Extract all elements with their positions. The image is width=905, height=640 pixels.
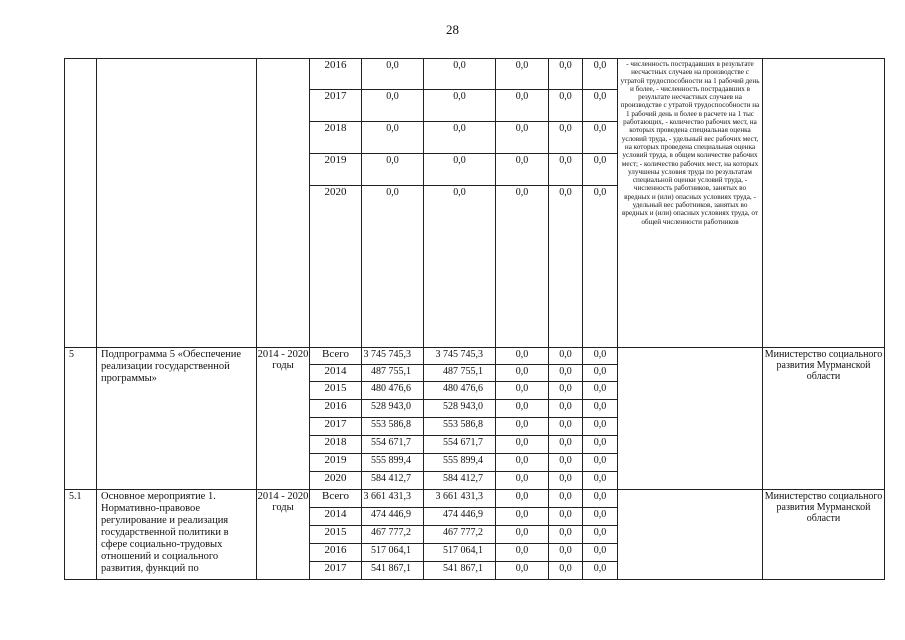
other-cell: 0,0 [583, 186, 618, 348]
federal-cell: 0,0 [496, 562, 549, 580]
other-cell: 0,0 [583, 472, 618, 490]
local-cell: 0,0 [549, 418, 583, 436]
local-cell: 0,0 [549, 436, 583, 454]
period-cell: 2014 - 2020 годы [257, 490, 310, 580]
regional-cell: 0,0 [424, 90, 496, 122]
indicators-cell: - численность пострадавших в результате несчастных случаев на производстве с утратой трудоспособности на 1 рабочий день и более, - численность пострадавших в результате несчастных случаев на производстве с утратой трудоспособности на 1 рабочий день и более в расчете на 1 тыс работающих, - количество рабочих мест, на которых проведена специальная оценка условий труда, - удельный вес рабочих мест, на которых проведена специальная оценка условий труда, в общем количестве рабочих мест; - количество рабочих мест, на которых улучшены условия труда по результатам специальной оценки условий труда, - численность работников, занятых во вредных и (или) опасных условиях труда, - удельный вес работников, занятых во вредных и (или) опасных условиях труда, от общей численности работников [618, 59, 763, 348]
regional-cell: 3 661 431,3 [424, 490, 496, 508]
regional-cell: 480 476,6 [424, 382, 496, 400]
year-cell: 2019 [310, 454, 362, 472]
regional-cell: 474 446,9 [424, 508, 496, 526]
year-cell: 2016 [310, 544, 362, 562]
regional-cell: 0,0 [424, 122, 496, 154]
page-number: 28 [446, 22, 459, 37]
table-row [65, 59, 885, 90]
year-cell: 2019 [310, 154, 362, 186]
local-cell: 0,0 [549, 544, 583, 562]
regional-cell: 467 777,2 [424, 526, 496, 544]
total-cell: 3 661 431,3 [362, 490, 424, 508]
regional-cell: 0,0 [424, 59, 496, 90]
total-cell: 0,0 [362, 90, 424, 122]
executor-cell [763, 59, 885, 348]
num-cell [65, 59, 97, 348]
other-cell: 0,0 [583, 90, 618, 122]
total-cell: 517 064,1 [362, 544, 424, 562]
total-cell: 541 867,1 [362, 562, 424, 580]
local-cell: 0,0 [549, 348, 583, 365]
other-cell: 0,0 [583, 400, 618, 418]
year-cell: 2017 [310, 418, 362, 436]
other-cell: 0,0 [583, 508, 618, 526]
regional-cell: 517 064,1 [424, 544, 496, 562]
regional-cell: 0,0 [424, 186, 496, 348]
local-cell: 0,0 [549, 122, 583, 154]
total-cell: 0,0 [362, 59, 424, 90]
local-cell: 0,0 [549, 562, 583, 580]
total-cell: 528 943,0 [362, 400, 424, 418]
year-cell: 2018 [310, 122, 362, 154]
other-cell: 0,0 [583, 454, 618, 472]
total-cell: 487 755,1 [362, 365, 424, 382]
other-cell: 0,0 [583, 365, 618, 382]
regional-cell: 553 586,8 [424, 418, 496, 436]
table-row [65, 348, 885, 365]
year-cell: 2017 [310, 562, 362, 580]
executor-cell: Министерство социального развития Мурманской области [763, 348, 885, 490]
row-number: 5.1 [65, 490, 97, 580]
regional-cell: 584 412,7 [424, 472, 496, 490]
other-cell: 0,0 [583, 59, 618, 90]
other-cell: 0,0 [583, 526, 618, 544]
total-cell: 0,0 [362, 122, 424, 154]
total-cell: 474 446,9 [362, 508, 424, 526]
federal-cell: 0,0 [496, 382, 549, 400]
indicators-cell [618, 348, 763, 490]
budget-table [64, 58, 885, 580]
indicators-cell [618, 490, 763, 580]
local-cell: 0,0 [549, 472, 583, 490]
regional-cell: 0,0 [424, 154, 496, 186]
year-cell: 2018 [310, 436, 362, 454]
local-cell: 0,0 [549, 59, 583, 90]
federal-cell: 0,0 [496, 154, 549, 186]
regional-cell: 528 943,0 [424, 400, 496, 418]
total-cell: 0,0 [362, 186, 424, 348]
total-cell: 554 671,7 [362, 436, 424, 454]
regional-cell: 555 899,4 [424, 454, 496, 472]
period-cell [257, 59, 310, 348]
federal-cell: 0,0 [496, 122, 549, 154]
total-cell: 467 777,2 [362, 526, 424, 544]
federal-cell: 0,0 [496, 348, 549, 365]
federal-cell: 0,0 [496, 472, 549, 490]
other-cell: 0,0 [583, 562, 618, 580]
federal-cell: 0,0 [496, 526, 549, 544]
local-cell: 0,0 [549, 454, 583, 472]
regional-cell: 487 755,1 [424, 365, 496, 382]
period-cell: 2014 - 2020 годы [257, 348, 310, 490]
total-cell: 0,0 [362, 154, 424, 186]
federal-cell: 0,0 [496, 544, 549, 562]
other-cell: 0,0 [583, 544, 618, 562]
local-cell: 0,0 [549, 508, 583, 526]
regional-cell: 541 867,1 [424, 562, 496, 580]
local-cell: 0,0 [549, 400, 583, 418]
year-cell: 2015 [310, 526, 362, 544]
local-cell: 0,0 [549, 490, 583, 508]
federal-cell: 0,0 [496, 454, 549, 472]
year-cell: 2016 [310, 400, 362, 418]
subprogram-name: Подпрограмма 5 «Обеспечение реализации государственной программы» [97, 348, 257, 490]
federal-cell: 0,0 [496, 490, 549, 508]
regional-cell: 3 745 745,3 [424, 348, 496, 365]
total-cell: 584 412,7 [362, 472, 424, 490]
local-cell: 0,0 [549, 382, 583, 400]
event-name: Основное мероприятие 1. Нормативно-правовое регулирование и реализация государственной политики в сфере социально-трудовых отношений и социального развития, функций по [97, 490, 257, 580]
year-cell: Всего [310, 348, 362, 365]
federal-cell: 0,0 [496, 436, 549, 454]
federal-cell: 0,0 [496, 400, 549, 418]
other-cell: 0,0 [583, 348, 618, 365]
federal-cell: 0,0 [496, 418, 549, 436]
federal-cell: 0,0 [496, 365, 549, 382]
local-cell: 0,0 [549, 186, 583, 348]
federal-cell: 0,0 [496, 508, 549, 526]
other-cell: 0,0 [583, 490, 618, 508]
total-cell: 555 899,4 [362, 454, 424, 472]
other-cell: 0,0 [583, 154, 618, 186]
local-cell: 0,0 [549, 154, 583, 186]
local-cell: 0,0 [549, 365, 583, 382]
total-cell: 3 745 745,3 [362, 348, 424, 365]
year-cell: 2020 [310, 186, 362, 348]
other-cell: 0,0 [583, 436, 618, 454]
year-cell: 2016 [310, 59, 362, 90]
year-cell: Всего [310, 490, 362, 508]
table-row [65, 490, 885, 508]
row-number: 5 [65, 348, 97, 490]
other-cell: 0,0 [583, 418, 618, 436]
total-cell: 480 476,6 [362, 382, 424, 400]
local-cell: 0,0 [549, 526, 583, 544]
regional-cell: 554 671,7 [424, 436, 496, 454]
year-cell: 2020 [310, 472, 362, 490]
other-cell: 0,0 [583, 382, 618, 400]
name-cell [97, 59, 257, 348]
total-cell: 553 586,8 [362, 418, 424, 436]
year-cell: 2017 [310, 90, 362, 122]
local-cell: 0,0 [549, 90, 583, 122]
year-cell: 2014 [310, 508, 362, 526]
federal-cell: 0,0 [496, 186, 549, 348]
federal-cell: 0,0 [496, 90, 549, 122]
other-cell: 0,0 [583, 122, 618, 154]
executor-cell: Министерство социального развития Мурманской области [763, 490, 885, 580]
federal-cell: 0,0 [496, 59, 549, 90]
year-cell: 2014 [310, 365, 362, 382]
year-cell: 2015 [310, 382, 362, 400]
